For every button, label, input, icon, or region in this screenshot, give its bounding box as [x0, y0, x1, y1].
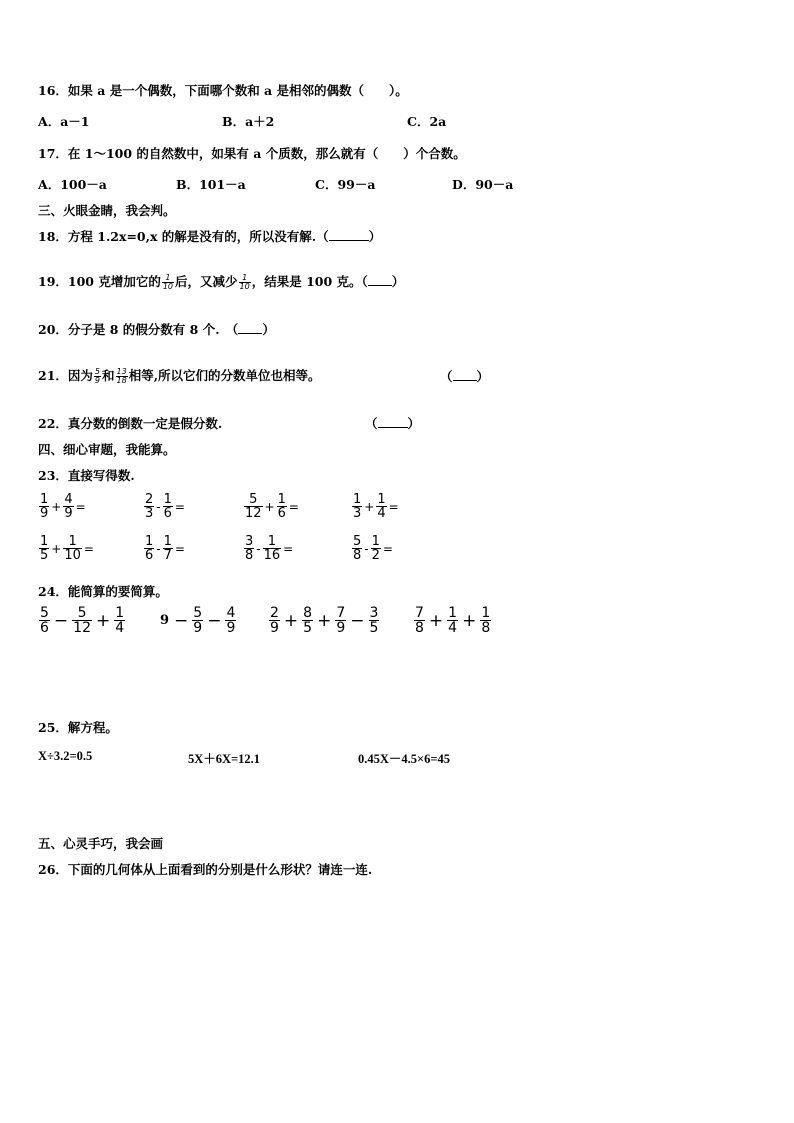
- equals-sign: =: [75, 499, 86, 514]
- q19-pre: 19．100 克增加它的: [38, 274, 161, 289]
- q19-mid: 后，又减少: [175, 274, 238, 289]
- numerator: 1: [242, 273, 248, 282]
- denominator: 9: [226, 620, 236, 636]
- fraction: [414, 606, 425, 635]
- numerator: 1: [481, 605, 491, 621]
- q23-expression: [243, 493, 300, 520]
- q24-expression-2: [160, 606, 237, 635]
- denominator: 16: [263, 548, 281, 563]
- q24-expression-4: [413, 606, 492, 635]
- denominator: 5: [303, 620, 313, 636]
- numerator: 1: [68, 534, 77, 549]
- answer-blank[interactable]: [453, 369, 477, 381]
- fraction: [144, 493, 154, 520]
- q23-expression: [351, 493, 400, 520]
- equation-3: 0.45X－4.5×6=45: [358, 752, 451, 766]
- numerator: 1: [371, 534, 380, 549]
- numerator: 5: [193, 605, 203, 621]
- operator: −: [350, 610, 365, 631]
- equals-sign: =: [283, 541, 294, 556]
- denominator: 3: [145, 506, 154, 521]
- q21-post: 相等,所以它们的分数单位也相等。: [128, 368, 321, 383]
- denominator: 3: [353, 506, 362, 521]
- operator: -: [156, 541, 161, 556]
- q17-option-b[interactable]: B．101－a: [176, 177, 246, 192]
- fraction: [225, 606, 236, 635]
- answer-blank[interactable]: [368, 274, 392, 286]
- fraction: [376, 493, 386, 520]
- question-25: 25．解方程。: [38, 720, 118, 735]
- numerator: 8: [303, 605, 313, 621]
- operator: +: [428, 610, 444, 631]
- paren-close: ）: [476, 369, 490, 384]
- q23-expression: [243, 535, 294, 562]
- fraction: [192, 606, 203, 635]
- denominator: 10: [162, 282, 174, 291]
- denominator: 18: [116, 376, 127, 385]
- operator: +: [364, 499, 375, 514]
- numerator: 5: [249, 492, 258, 507]
- denominator: 5: [369, 620, 379, 636]
- fraction: [269, 606, 280, 635]
- fraction: [244, 493, 263, 520]
- q16-option-c[interactable]: C．2a: [407, 114, 447, 129]
- denominator: 4: [377, 506, 386, 521]
- numerator: 5: [77, 605, 87, 621]
- paren-close: ）: [407, 416, 421, 431]
- question-16: 16．如果 a 是一个偶数，下面哪个数和 a 是相邻的偶数（ ）。: [38, 83, 408, 98]
- fraction: [302, 606, 313, 635]
- fraction: [114, 606, 125, 635]
- fraction: [162, 274, 174, 291]
- q16-option-a[interactable]: A．a－1: [38, 114, 90, 129]
- operator: +: [462, 610, 477, 631]
- q23-expression: [143, 535, 186, 562]
- whole-number: 9: [160, 613, 170, 628]
- question-21: [38, 368, 321, 385]
- paren-open: （: [365, 416, 378, 431]
- section-4-heading: 四、细心审题，我能算。: [38, 442, 176, 457]
- denominator: 8: [353, 548, 362, 563]
- denominator: 7: [163, 548, 172, 563]
- fraction: [480, 606, 491, 635]
- denominator: 12: [73, 620, 91, 636]
- operator: -: [364, 541, 369, 556]
- q17-option-a[interactable]: A．100－a: [38, 177, 107, 192]
- answer-blank[interactable]: [378, 416, 408, 428]
- fraction: [244, 535, 254, 562]
- numerator: 1: [115, 605, 125, 621]
- denominator: 12: [245, 506, 262, 521]
- fraction: [369, 606, 380, 635]
- numerator: 5: [353, 534, 362, 549]
- denominator: 5: [40, 548, 49, 563]
- question-19: [38, 274, 404, 291]
- question-18: [38, 229, 381, 245]
- q19-close: ）: [391, 274, 405, 289]
- q20-close: ）: [262, 322, 275, 337]
- numerator: 2: [270, 605, 279, 621]
- numerator: 1: [267, 534, 277, 549]
- q22-answer-paren: [365, 416, 420, 432]
- operator: −: [207, 610, 222, 631]
- question-17: 17．在 1～100 的自然数中，如果有 a 个质数，那么就有（ ）个合数。: [38, 146, 466, 161]
- denominator: 2: [371, 548, 380, 563]
- fraction: [447, 606, 458, 635]
- denominator: 4: [448, 620, 458, 636]
- question-23: 23．直接写得数.: [38, 468, 135, 483]
- fraction: [371, 535, 381, 562]
- numerator: 1: [40, 534, 49, 549]
- denominator: 9: [193, 620, 203, 636]
- numerator: 4: [64, 492, 73, 507]
- numerator: 1: [40, 492, 49, 507]
- fraction: [239, 274, 251, 291]
- operator: +: [96, 610, 111, 631]
- fraction: [39, 535, 49, 562]
- equals-sign: =: [388, 499, 399, 514]
- q19-post: ，结果是 100 克。（: [251, 274, 368, 289]
- equals-sign: =: [288, 499, 299, 514]
- q16-option-b[interactable]: B．a＋2: [222, 114, 275, 129]
- numerator: 1: [448, 605, 458, 621]
- equals-sign: =: [174, 499, 185, 514]
- denominator: 9: [94, 376, 100, 385]
- numerator: 1: [277, 492, 286, 507]
- q18-text: 18．方程 1.2x=0,x 的解是没有的，所以没有解.（: [38, 229, 329, 244]
- equation-1: X÷3.2=0.5: [38, 749, 93, 763]
- q21-mid: 和: [102, 368, 115, 383]
- numerator: 5: [94, 367, 100, 376]
- paren-open: （: [440, 369, 453, 384]
- q23-expression: [351, 535, 394, 562]
- numerator: 1: [163, 492, 172, 507]
- denominator: 6: [40, 620, 49, 636]
- fraction: [352, 493, 362, 520]
- equation-2: 5X＋6X=12.1: [188, 752, 261, 766]
- denominator: 6: [145, 548, 154, 563]
- fraction: [39, 606, 50, 635]
- operator: −: [53, 610, 69, 631]
- numerator: 4: [226, 605, 236, 621]
- fraction: [116, 368, 128, 385]
- numerator: 1: [377, 492, 386, 507]
- q23-expression: [143, 493, 186, 520]
- numerator: 1: [165, 273, 171, 282]
- fraction: [63, 493, 73, 520]
- denominator: 6: [163, 506, 172, 521]
- denominator: 9: [40, 506, 49, 521]
- answer-blank[interactable]: [329, 229, 369, 241]
- section-5-heading: 五、心灵手巧，我会画: [38, 836, 164, 851]
- fraction: [72, 606, 92, 635]
- numerator: 7: [336, 605, 346, 621]
- operator: +: [317, 610, 332, 631]
- operator: +: [51, 541, 62, 556]
- question-22: 22．真分数的倒数一定是假分数.: [38, 416, 223, 431]
- equals-sign: =: [382, 541, 393, 556]
- q23-expression: [38, 493, 87, 520]
- denominator: 9: [336, 620, 346, 636]
- q20-text: 20．分子是 8 的假分数有 8 个. （: [38, 322, 239, 337]
- denominator: 6: [277, 506, 286, 521]
- numerator: 13: [116, 367, 127, 376]
- q18-close: ）: [368, 229, 382, 244]
- fraction: [163, 535, 173, 562]
- numerator: 1: [353, 492, 362, 507]
- q21-answer-paren: [440, 369, 489, 385]
- fraction: [94, 368, 101, 385]
- denominator: 4: [115, 620, 125, 636]
- denominator: 8: [245, 548, 254, 563]
- denominator: 9: [270, 620, 279, 636]
- fraction: [163, 493, 173, 520]
- numerator: 1: [145, 534, 154, 549]
- denominator: 10: [239, 282, 250, 291]
- fraction: [335, 606, 346, 635]
- fraction: [263, 535, 282, 562]
- numerator: 3: [369, 605, 379, 621]
- operator: +: [51, 499, 62, 514]
- q23-expression: [38, 535, 95, 562]
- denominator: 9: [64, 506, 73, 521]
- denominator: 10: [64, 548, 81, 563]
- q21-pre: 21．因为: [38, 368, 93, 383]
- q17-option-c[interactable]: C．99－a: [315, 177, 376, 192]
- denominator: 8: [415, 620, 424, 636]
- q17-option-d[interactable]: D．90－a: [452, 177, 514, 192]
- fraction: [144, 535, 154, 562]
- fraction: [63, 535, 82, 562]
- operator: −: [174, 610, 189, 631]
- fraction: [39, 493, 49, 520]
- numerator: 2: [145, 492, 154, 507]
- fraction: [352, 535, 362, 562]
- operator: +: [283, 610, 299, 631]
- q24-expression-3: [268, 606, 380, 635]
- operator: -: [156, 499, 161, 514]
- question-24: 24．能简算的要简算。: [38, 584, 168, 599]
- question-26: 26．下面的几何体从上面看到的分别是什么形状？请连一连.: [38, 862, 373, 877]
- operator: -: [256, 541, 261, 556]
- numerator: 7: [415, 605, 424, 621]
- answer-blank[interactable]: [238, 322, 262, 334]
- fraction: [277, 493, 287, 520]
- numerator: 3: [245, 534, 254, 549]
- question-20: [38, 322, 275, 338]
- q24-expression-1: [38, 606, 126, 635]
- equals-sign: =: [83, 541, 94, 556]
- denominator: 8: [481, 620, 491, 636]
- operator: +: [264, 499, 275, 514]
- section-3-heading: 三、火眼金睛，我会判。: [38, 203, 176, 218]
- numerator: 1: [163, 534, 172, 549]
- equals-sign: =: [174, 541, 185, 556]
- numerator: 5: [40, 605, 49, 621]
